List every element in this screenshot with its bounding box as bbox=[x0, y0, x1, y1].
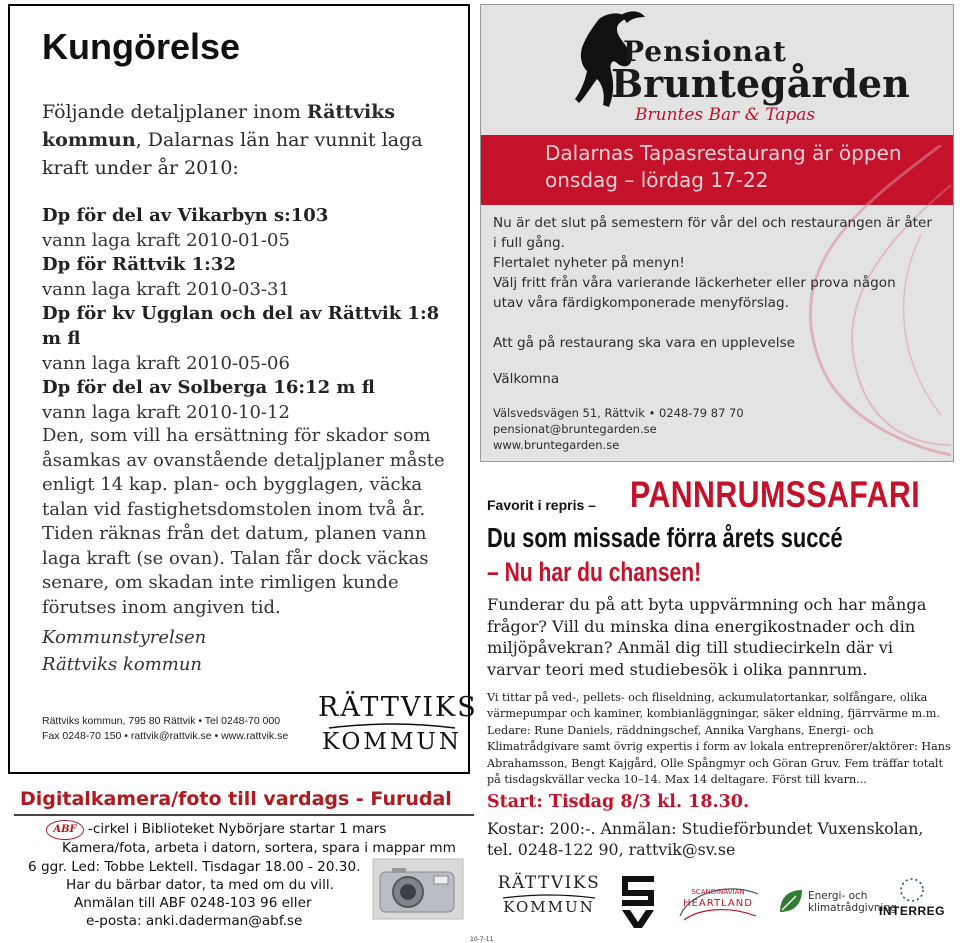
pensionat-name-2: Bruntegården bbox=[611, 61, 910, 106]
pensionat-text-5: utav våra färdigkomponerade menyförslag. bbox=[493, 295, 789, 311]
digi-line-3: 6 ggr. Led: Tobbe Lektell. Tisdagar 18.00 - 20.30. bbox=[28, 859, 361, 875]
logo-line-2: KOMMUN bbox=[321, 729, 463, 755]
page-code: 10-7-11 bbox=[470, 936, 494, 943]
leaf-icon bbox=[776, 886, 806, 916]
digi-divider bbox=[14, 814, 474, 816]
intro-text-end: , Dalarnas län har vunnit laga kraft under år 2010: bbox=[42, 129, 423, 179]
scand-line-2: HEARTLAND bbox=[683, 898, 753, 909]
vuxenskolan-logo-icon bbox=[616, 872, 660, 930]
intro-text: Följande detaljplaner inom bbox=[42, 101, 307, 123]
safari-body: Funderar du på att byta uppvärmning och har många frågor? Vill du minska dina energikostnader och din miljöpåvekran? Anmäl dig till studiecirkeln där vi varvar teori med studiebesök i olika pannrum. bbox=[487, 595, 927, 680]
plan-name: Dp för del av Solberga 16:12 m fl bbox=[42, 377, 375, 399]
favorit-label: Favorit i repris – bbox=[487, 497, 596, 513]
kungorelse-notice bbox=[8, 4, 478, 774]
pensionat-email[interactable]: pensionat@bruntegarden.se bbox=[493, 422, 657, 436]
rattvik-kommun-logo bbox=[318, 692, 478, 755]
interreg-logo bbox=[874, 876, 950, 928]
safari-title: PANNRUMSSAFARI bbox=[630, 474, 921, 515]
digi-line-6: e-posta: anki.daderman@abf.se bbox=[86, 913, 303, 929]
notice-body: Den, som vill ha ersättning för skador som åsamkas av ovanstående detaljplaner måste enligt 14 kap. plan- och bygglagen, väcka talan vid fastighetsdomstolen inom två år. Tiden räknas från det datum, planen vann laga kraft (se ovan). Talan får dock väckas senare, om skadan inte rimligen kunde förutses inom angiven tid. bbox=[42, 425, 445, 618]
pensionat-bar-name: Bruntes Bar & Tapas bbox=[635, 105, 816, 125]
contact-fax-web: Fax 0248-70 150 • rattvik@rattvik.se • www.rattvik.se bbox=[42, 730, 289, 742]
scandinavian-heartland-logo bbox=[670, 872, 766, 930]
pensionat-headline-2: onsdag – lördag 17-22 bbox=[545, 168, 769, 192]
pensionat-ad bbox=[480, 4, 954, 462]
contact-address: Rättviks kommun, 795 80 Rättvik • Tel 0248-70 000 bbox=[42, 715, 281, 727]
plan-date: vann laga kraft 2010-05-06 bbox=[42, 352, 290, 374]
pensionat-address: Välsvedsvägen 51, Rättvik • 0248-79 87 70 bbox=[493, 406, 744, 420]
safari-detail: Vi tittar på ved-, pellets- och fliseldning, ackumulatortankar, solfångare, olika värmepumpar och kaminer, kombianläggningar, säker eldning, fjärrvärme m.m. Ledare: Rune Daniels, räddningschef, Annika Varghans, Energi- och Klimatrådgivare samt övrig expertis i form av lokala entreprenörer/aktörer: Hans Abrahamsson, Bengt Kajgård, Olle Spångmyr och Göran Gruv. Fem träffar totalt på tisdagskvällar vecka 10–14. Max 14 deltagare. Först till kvarn... bbox=[487, 691, 951, 787]
scand-line-1: SCANDINAVIAN bbox=[691, 888, 745, 896]
safari-cost-signup: Kostar: 200:-. Anmälan: Studieförbundet Vuxenskolan, tel. 0248-122 90, rattvik@sv.se bbox=[487, 819, 924, 859]
digi-line-1: -cirkel i Biblioteket Nybörjare startar 1 mars bbox=[88, 821, 387, 837]
signature-board: Kommunstyrelsen bbox=[42, 627, 207, 648]
plan-name: Dp för Rättvik 1:32 bbox=[42, 254, 236, 276]
logo-line-1: RÄTTVIKS bbox=[497, 873, 601, 893]
energi-text: Energi- och klimatrådgivning bbox=[808, 890, 897, 914]
safari-subtitle-1: Du som missade förra årets succé bbox=[487, 522, 843, 553]
rattvik-kommun-logo-small bbox=[494, 874, 604, 916]
pensionat-headline-1: Dalarnas Tapasrestaurang är öppen bbox=[545, 141, 902, 165]
notice-signature bbox=[42, 624, 206, 678]
pensionat-name-1: Pensionat bbox=[623, 35, 787, 68]
plan-date: vann laga kraft 2010-01-05 bbox=[42, 229, 290, 251]
digi-line-2: Kamera/fota, arbeta i datorn, sortera, spara i mappar mm bbox=[62, 840, 456, 856]
safari-start: Start: Tisdag 8/3 kl. 18.30. bbox=[487, 792, 750, 812]
pensionat-text-2: i full gång. bbox=[493, 235, 565, 251]
intro-municipality: Rättviks kommun bbox=[42, 101, 396, 151]
notice-intro bbox=[42, 98, 452, 182]
plan-name: Dp för del av Vikarbyn s:103 bbox=[42, 205, 329, 226]
camera-icon bbox=[372, 858, 464, 920]
notice-contact bbox=[42, 714, 288, 744]
digi-line-4: Har du bärbar dator, ta med om du vill. bbox=[66, 877, 334, 893]
plan-date: vann laga kraft 2010-10-12 bbox=[42, 401, 290, 423]
pensionat-web[interactable]: www.bruntegarden.se bbox=[493, 438, 620, 452]
plan-name: Dp för kv Ugglan och del av Rättvik 1:8 m fl bbox=[42, 303, 440, 349]
plan-date: vann laga kraft 2010-03-31 bbox=[42, 278, 290, 300]
interreg-text: INTERREG bbox=[878, 904, 945, 918]
pensionat-text-1: Nu är det slut på semestern för vår del och restaurangen är åter bbox=[493, 215, 932, 231]
notice-title: Kungörelse bbox=[42, 26, 241, 67]
signature-municipality: Rättviks kommun bbox=[42, 654, 203, 675]
interreg-stars-icon bbox=[874, 876, 950, 904]
digi-title: Digitalkamera/foto till vardags - Furudal bbox=[20, 788, 452, 810]
abf-logo: ABF bbox=[46, 820, 84, 840]
pensionat-text-3: Flertalet nyheter på menyn! bbox=[493, 255, 685, 271]
pensionat-text-6: Att gå på restaurang ska vara en upplevelse bbox=[493, 335, 796, 351]
pensionat-text-7: Välkomna bbox=[493, 371, 560, 387]
pensionat-text-4: Välj fritt från våra varierande läckerheter eller prova någon bbox=[493, 275, 896, 291]
plan-list bbox=[42, 204, 462, 425]
logo-line-1: RÄTTVIKS bbox=[318, 692, 478, 723]
logo-line-2: KOMMUN bbox=[503, 898, 595, 916]
digi-line-5: Anmälan till ABF 0248-103 96 eller bbox=[74, 895, 312, 911]
safari-subtitle-2: – Nu har du chansen! bbox=[487, 557, 702, 587]
